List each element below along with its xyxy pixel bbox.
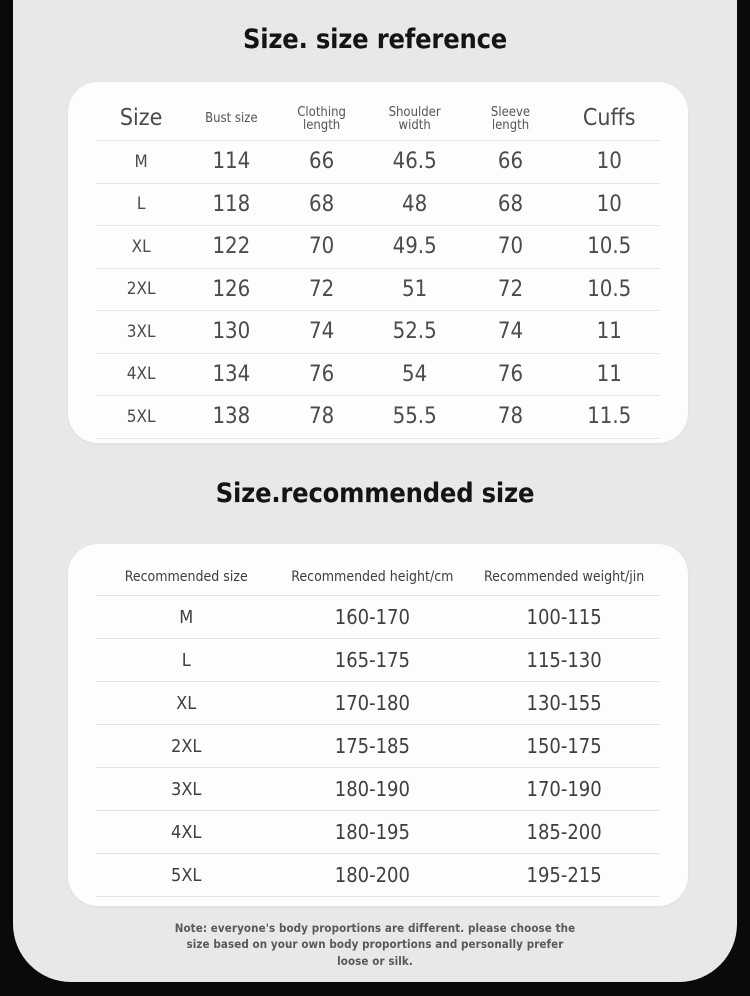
cell-clothing-length: 68 xyxy=(276,183,366,226)
table-row xyxy=(96,768,660,811)
size-reference-table-body xyxy=(96,141,660,439)
table-header-row xyxy=(96,98,660,141)
cell-weight: 185-200 xyxy=(468,811,660,854)
column-header-recommended-size: Recommended size xyxy=(124,569,248,585)
table-row xyxy=(96,725,660,768)
cell-sleeve-length: 70 xyxy=(463,226,559,269)
cell-sleeve-length: 72 xyxy=(463,268,559,311)
cell-shoulder-width: 48 xyxy=(367,183,463,226)
cell-sleeve-length: 68 xyxy=(463,183,559,226)
cell-cuffs: 11.5 xyxy=(558,396,660,439)
recommended-size-card xyxy=(68,544,688,906)
recommended-size-table-head xyxy=(96,559,660,596)
cell-clothing-length: 66 xyxy=(276,141,366,184)
cell-size: 5XL xyxy=(96,854,276,897)
cell-size: 3XL xyxy=(96,311,186,354)
footer-note-line: loose or silk. xyxy=(337,953,413,968)
cell-height: 180-190 xyxy=(276,768,468,811)
cell-size: XL xyxy=(96,226,186,269)
column-header-cuffs: Cuffs xyxy=(582,105,636,132)
cell-sleeve-length: 76 xyxy=(463,353,559,396)
table-row xyxy=(96,268,660,311)
cell-size: 4XL xyxy=(96,353,186,396)
cell-cuffs: 10 xyxy=(558,183,660,226)
page-surface xyxy=(13,0,737,982)
cell-shoulder-width: 46.5 xyxy=(367,141,463,184)
cell-size: 2XL xyxy=(96,725,276,768)
cell-size: 5XL xyxy=(96,396,186,439)
cell-height: 180-195 xyxy=(276,811,468,854)
cell-height: 165-175 xyxy=(276,639,468,682)
cell-shoulder-width: 52.5 xyxy=(367,311,463,354)
cell-clothing-length: 78 xyxy=(276,396,366,439)
cell-shoulder-width: 55.5 xyxy=(367,396,463,439)
table-row xyxy=(96,596,660,639)
cell-size: L xyxy=(96,183,186,226)
cell-weight: 130-155 xyxy=(468,682,660,725)
cell-cuffs: 10 xyxy=(558,141,660,184)
column-header-size: Size xyxy=(119,105,163,132)
cell-size: M xyxy=(96,596,276,639)
size-reference-card xyxy=(68,82,688,443)
cell-clothing-length: 70 xyxy=(276,226,366,269)
cell-bust: 134 xyxy=(186,353,276,396)
cell-height: 160-170 xyxy=(276,596,468,639)
cell-clothing-length: 72 xyxy=(276,268,366,311)
cell-weight: 150-175 xyxy=(468,725,660,768)
table-row xyxy=(96,639,660,682)
cell-clothing-length: 74 xyxy=(276,311,366,354)
column-header-recommended-height: Recommended height/cm xyxy=(291,569,454,585)
column-header-clothing-length: Clothing length xyxy=(297,104,346,133)
cell-size: 3XL xyxy=(96,768,276,811)
recommended-size-table-body xyxy=(96,596,660,897)
cell-clothing-length: 76 xyxy=(276,353,366,396)
recommended-size-table xyxy=(96,559,660,897)
cell-bust: 118 xyxy=(186,183,276,226)
column-header-sleeve-length: Sleeve length xyxy=(490,104,531,133)
cell-cuffs: 10.5 xyxy=(558,268,660,311)
column-header-shoulder-width: Shoulder width xyxy=(388,104,441,133)
cell-size: 4XL xyxy=(96,811,276,854)
cell-cuffs: 10.5 xyxy=(558,226,660,269)
cell-bust: 130 xyxy=(186,311,276,354)
cell-size: M xyxy=(96,141,186,184)
cell-size: XL xyxy=(96,682,276,725)
column-header-recommended-weight: Recommended weight/jin xyxy=(483,569,645,585)
table-row xyxy=(96,396,660,439)
cell-height: 180-200 xyxy=(276,854,468,897)
footer-note-line: Note: everyone's body proportions are different. please choose the xyxy=(174,921,576,935)
cell-weight: 100-115 xyxy=(468,596,660,639)
cell-shoulder-width: 49.5 xyxy=(367,226,463,269)
page-title-recommended-size: Size.recommended size xyxy=(215,478,535,509)
table-row xyxy=(96,183,660,226)
cell-size: L xyxy=(96,639,276,682)
column-header-bust-size: Bust size xyxy=(205,111,258,127)
table-row xyxy=(96,311,660,354)
cell-bust: 126 xyxy=(186,268,276,311)
cell-cuffs: 11 xyxy=(558,311,660,354)
cell-height: 175-185 xyxy=(276,725,468,768)
footer-note xyxy=(13,920,737,969)
cell-bust: 122 xyxy=(186,226,276,269)
cell-weight: 170-190 xyxy=(468,768,660,811)
footer-note-line: size based on your own body proportions and personally prefer xyxy=(186,937,564,952)
cell-bust: 114 xyxy=(186,141,276,184)
cell-shoulder-width: 51 xyxy=(367,268,463,311)
cell-cuffs: 11 xyxy=(558,353,660,396)
cell-height: 170-180 xyxy=(276,682,468,725)
table-row xyxy=(96,141,660,184)
cell-bust: 138 xyxy=(186,396,276,439)
cell-sleeve-length: 66 xyxy=(463,141,559,184)
cell-size: 2XL xyxy=(96,268,186,311)
cell-sleeve-length: 78 xyxy=(463,396,559,439)
table-row xyxy=(96,682,660,725)
size-reference-table xyxy=(96,98,660,439)
table-row xyxy=(96,854,660,897)
page-title-size-reference: Size. size reference xyxy=(242,24,508,55)
cell-weight: 115-130 xyxy=(468,639,660,682)
table-row xyxy=(96,811,660,854)
cell-sleeve-length: 74 xyxy=(463,311,559,354)
table-header-row xyxy=(96,559,660,596)
table-row xyxy=(96,353,660,396)
size-reference-table-head xyxy=(96,98,660,141)
cell-shoulder-width: 54 xyxy=(367,353,463,396)
cell-weight: 195-215 xyxy=(468,854,660,897)
table-row xyxy=(96,226,660,269)
